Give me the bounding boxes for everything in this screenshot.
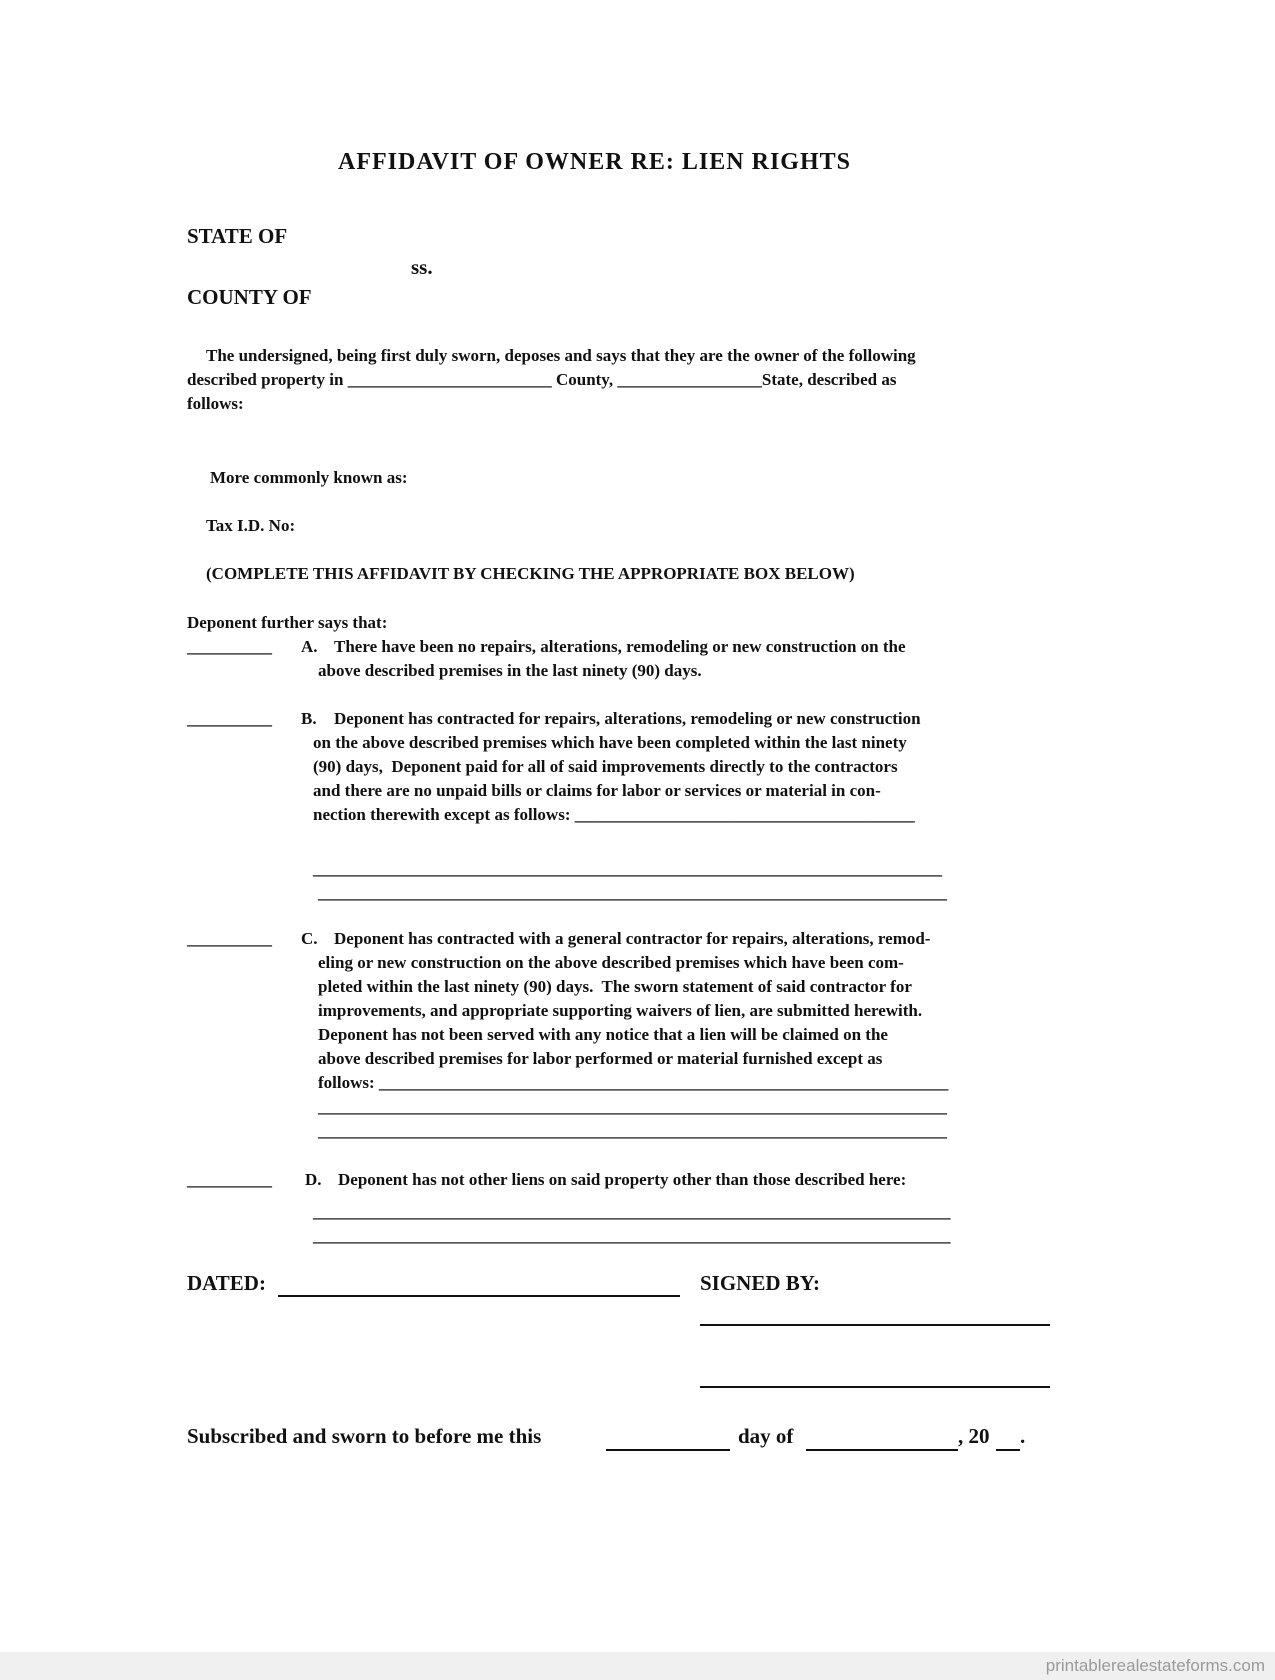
- sworn-day-line[interactable]: [606, 1449, 730, 1451]
- intro-line-1: The undersigned, being first duly sworn, deposes and says that they are the owner of the following: [206, 346, 916, 365]
- document-title: AFFIDAVIT OF OWNER RE: LIEN RIGHTS: [338, 149, 851, 175]
- option-c-line-6: above described premises for labor performed or material furnished except as: [318, 1049, 883, 1068]
- option-c-line-3: pleted within the last ninety (90) days. The sworn statement of said contractor for: [318, 977, 912, 996]
- sworn-year-line[interactable]: [996, 1449, 1020, 1451]
- option-c-line-1: Deponent has contracted with a general contractor for repairs, alterations, remod-: [334, 929, 931, 948]
- known-as-label: More commonly known as:: [210, 468, 408, 487]
- signature-line-1[interactable]: [700, 1324, 1050, 1326]
- option-c-line-5: Deponent has not been served with any notice that a lien will be claimed on the: [318, 1025, 888, 1044]
- option-b-line-3: (90) days, Deponent paid for all of said improvements directly to the contractors: [313, 757, 898, 776]
- dated-signature-line[interactable]: [278, 1295, 680, 1297]
- option-c-line-4: improvements, and appropriate supporting waivers of lien, are submitted herewith.: [318, 1001, 923, 1020]
- sworn-period: .: [1020, 1424, 1026, 1448]
- footer-site-text: printablerealestateforms.com: [1045, 1656, 1265, 1675]
- intro-line-2: described property in ________________________ County, _________________State, described as: [187, 370, 897, 389]
- sworn-text: Subscribed and sworn to before me this: [187, 1424, 542, 1448]
- option-a-letter: A.: [301, 637, 318, 656]
- option-b-line-4: and there are no unpaid bills or claims for labor or services or material in con-: [313, 781, 881, 800]
- further-says: Deponent further says that:: [187, 613, 388, 632]
- option-c-line-7[interactable]: follows: ___________________________________________________________________: [318, 1073, 949, 1092]
- ss-label: ss.: [411, 255, 433, 279]
- state-label: STATE OF: [187, 224, 288, 248]
- signature-line-2[interactable]: [700, 1386, 1050, 1388]
- option-a-checkbox-blank[interactable]: __________: [187, 637, 272, 656]
- dated-label: DATED:: [187, 1271, 266, 1295]
- option-a-line-2: above described premises in the last ninety (90) days.: [318, 661, 702, 680]
- option-d-line-1: Deponent has not other liens on said property other than those described here:: [338, 1170, 907, 1189]
- option-b-line-1: Deponent has contracted for repairs, alterations, remodeling or new construction: [334, 709, 921, 728]
- option-b-line-2: on the above described premises which have been completed within the last ninety: [313, 733, 907, 752]
- sworn-year-prefix: , 20: [958, 1424, 990, 1448]
- footer-bar: [0, 1652, 1275, 1680]
- option-c-line-2: eling or new construction on the above described premises which have been com-: [318, 953, 904, 972]
- option-b-checkbox-blank[interactable]: __________: [187, 709, 272, 728]
- sworn-day-of: day of: [738, 1424, 794, 1448]
- option-b-blank-1[interactable]: __________________________________________________________________________: [313, 859, 942, 878]
- option-b-letter: B.: [301, 709, 317, 728]
- instruction-text: (COMPLETE THIS AFFIDAVIT BY CHECKING THE APPROPRIATE BOX BELOW): [206, 564, 855, 583]
- signed-by-label: SIGNED BY:: [700, 1271, 821, 1295]
- option-c-checkbox-blank[interactable]: __________: [187, 929, 272, 948]
- option-a-line-1: There have been no repairs, alterations, remodeling or new construction on the: [334, 637, 906, 656]
- county-label: COUNTY OF: [187, 285, 312, 309]
- option-d-checkbox-blank[interactable]: __________: [187, 1170, 272, 1189]
- option-c-letter: C.: [301, 929, 318, 948]
- option-d-blank-1[interactable]: ___________________________________________________________________________: [313, 1202, 951, 1221]
- intro-line-3: follows:: [187, 394, 244, 413]
- option-b-line-5[interactable]: nection therewith except as follows: ________________________________________: [313, 805, 915, 824]
- sworn-month-line[interactable]: [806, 1449, 958, 1451]
- option-c-blank-2[interactable]: __________________________________________________________________________: [318, 1121, 947, 1140]
- tax-id-label: Tax I.D. No:: [206, 516, 296, 535]
- option-d-blank-2[interactable]: ___________________________________________________________________________: [313, 1226, 951, 1245]
- option-b-blank-2[interactable]: __________________________________________________________________________: [318, 883, 947, 902]
- option-d-letter: D.: [305, 1170, 322, 1189]
- option-c-blank-1[interactable]: __________________________________________________________________________: [318, 1097, 947, 1116]
